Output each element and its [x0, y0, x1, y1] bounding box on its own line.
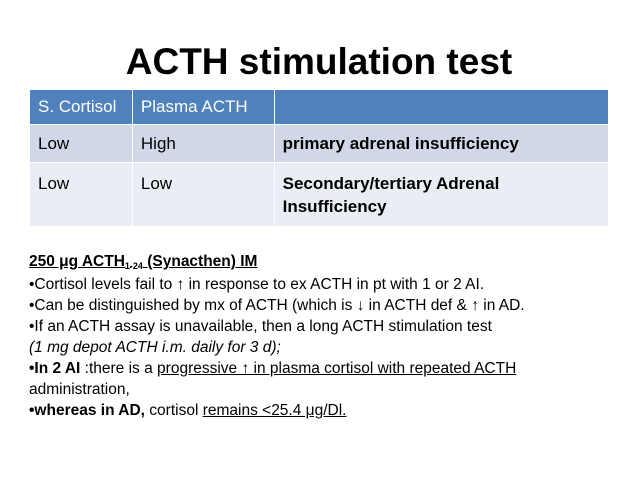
note-line-3: •If an ACTH assay is unavailable, then a long ACTH stimulation test [29, 318, 492, 335]
note-line-4: (1 mg depot ACTH i.m. daily for 3 d); [29, 339, 281, 356]
cell-interpretation-line-1: Secondary/tertiary Adrenal [282, 174, 500, 193]
notes-block [29, 251, 619, 421]
dose-route: (Synacthen) IM [142, 253, 258, 270]
note-line-1: •Cortisol levels fail to ↑ in response to ex ACTH in pt with 1 or 2 AI. [29, 276, 485, 293]
cell-interpretation [274, 163, 608, 227]
slide-title: ACTH stimulation test [125, 41, 513, 82]
dose-line [29, 251, 619, 272]
note-line-7 [29, 400, 619, 421]
cell-interpretation: primary adrenal insufficiency [274, 125, 608, 163]
cell-cortisol: Low [30, 163, 133, 227]
dose-drug: 250 μg ACTH [29, 253, 125, 270]
acth-results-table [29, 89, 609, 227]
note-line-5 [29, 358, 619, 379]
table-row [30, 125, 609, 163]
header-s-cortisol: S. Cortisol [30, 90, 133, 125]
note-line-5-bold: •In 2 AI [29, 360, 81, 377]
note-line-6: administration, [29, 381, 130, 398]
header-interpretation [274, 90, 608, 125]
table-row [30, 163, 609, 227]
note-line-7-bold: •whereas in AD, [29, 402, 145, 419]
cell-interpretation-line-2: Insufficiency [282, 197, 387, 216]
note-line-7-underlined: remains <25.4 μg/Dl. [202, 402, 347, 419]
note-line-2: •Can be distinguished by mx of ACTH (which is ↓ in ACTH def & ↑ in AD. [29, 297, 525, 314]
dose-subscript: 1-24 [124, 261, 143, 271]
cell-acth: Low [132, 163, 274, 227]
cell-cortisol: Low [30, 125, 133, 163]
note-line-5-underlined: progressive ↑ in plasma cortisol with repeated ACTH [157, 360, 517, 377]
table-header-row [30, 90, 609, 125]
note-line-7-text: cortisol [144, 402, 203, 419]
cell-acth: High [132, 125, 274, 163]
note-line-5-text: :there is a [80, 360, 158, 377]
dose-text [29, 253, 257, 270]
header-plasma-acth: Plasma ACTH [132, 90, 274, 125]
